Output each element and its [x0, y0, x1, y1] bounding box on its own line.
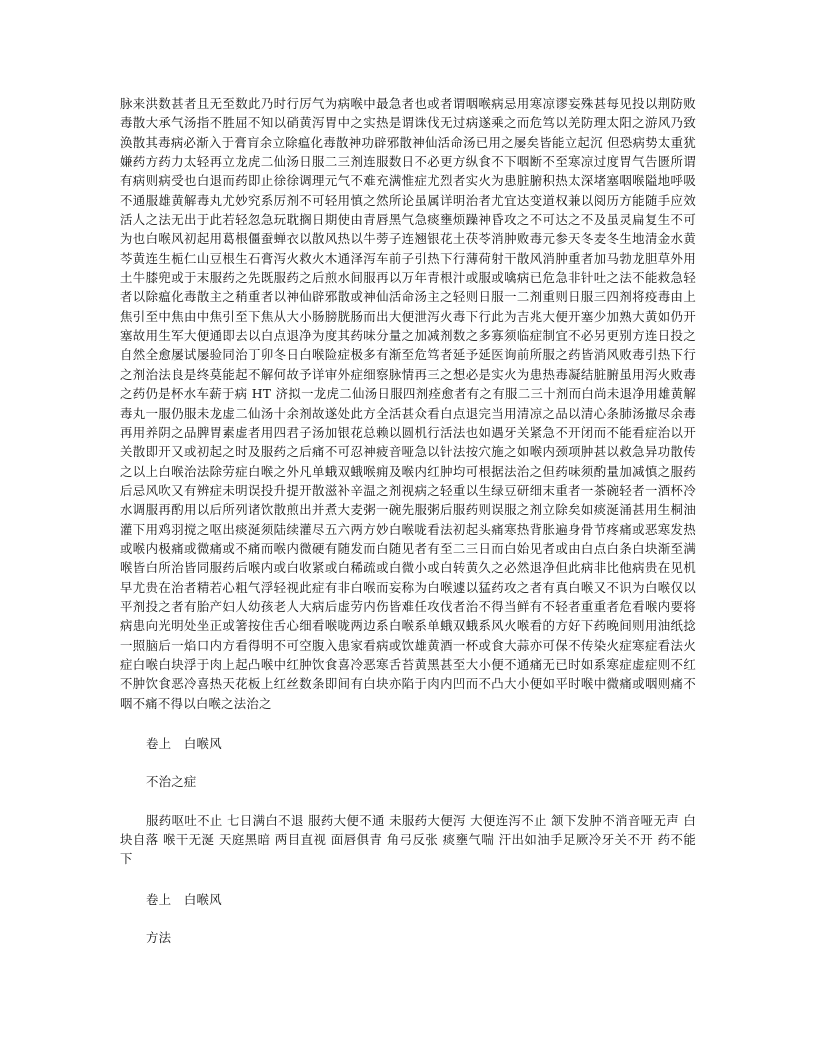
spacer [120, 792, 696, 811]
spacer [120, 713, 696, 734]
spacer [120, 869, 696, 890]
spacer [120, 753, 696, 772]
section-subheading-methods: 方法 [146, 930, 172, 946]
section-heading-volume: 卷上 白喉风 [146, 736, 222, 751]
section-heading-volume-2: 卷上 白喉风 [146, 891, 222, 907]
body-paragraph-incurable-signs: 服药呕吐不止 七日满白不退 服药大便不通 未服药大便泻 大便连泻不止 颔下发肿不消音哑无声 白块自落 喉干无涎 天庭黑暗 两目直视 面唇俱青 角弓反张 痰壅气喘 汗出如油手足厥冷牙关不开 药不能下 [120, 812, 696, 867]
body-paragraph-treatise: 脉来洪数甚者且无至数此乃时行厉气为病喉中最急者也或者谓咽喉病忌用寒凉谬妄殊甚每见投以荆防败毒散大承气汤指不胜屈不知以硝黄泻胃中之实热是谓诛伐无过病遂乘之而危笃以羌防理太阳之游风乃致涣散其毒病必渐入于膏肓余立除瘟化毒散神功辟邪散神仙活命汤已用之屡矣皆能立起沉 但恐病势太重犹嫌药方药力太轻再立龙虎二仙汤日服二三剂连服数日不必更方纵食不下咽断不至寒凉过度胃气告匮所谓有病则病受也白退而药即止徐徐调理元气不难充满惟症尤烈者实火为患脏腑积热太深堵塞咽喉隘地呼吸不通服雄黄解毒丸尤妙究系厉剂不可轻用慎之然所论虽属详明治者尤宜达变道权兼以阅历方能随手应效活人之法无出于此若轻忽急玩耽搁日期使由青唇黑气急痰壅烦躁神昏攻之不可达之不及虽灵扁复生不可为也白喉风初起用葛根僵蚕蝉衣以散风热以牛蒡子连翘银花土茯苓消肿败毒元参天冬麦冬生地清金水黄芩黄连生栀仁山豆根生石膏泻火救火木通泽泻车前子引热下行薄荷射干散风消肿重者加马勃龙胆草外用土牛膝兜或于末服药之先既服药之后煎水间服再以万年青根汁或服或噙病已危急非针吐之法不能救急轻者以除瘟化毒散主之稍重者以神仙辟邪散或神仙活命汤主之轻则日服一二剂重则日服三四剂将疫毒由上焦引至中焦由中焦引至下焦从大小肠膀胱肠而出大便泄泻火毒下行此为吉兆大便开塞少加熟大黄如仍开塞故用生军大便通即去以白点退净为度其药味分量之加减剂数之多寡须临症制宜不必另更别方连日投之自然全愈屡试屡验同治丁卯冬日白喉险症极多有渐至危笃者延予延医询前所服之药皆消风败毒引热下行之剂治法良是终莫能起不解何故予详审外症细察脉情再三之想必是实火为患热毒凝结脏腑虽用泻火败毒之药仍是杯水车薪于病 HT 济拟一龙虎二仙汤日服四剂痊愈者有之有服二三十剂而白尚未退净用雄黄解毒丸一服仍服未龙虚二仙汤十余剂故遂处此方全活甚众看白点退完当用清凉之品以清心条肺汤撤尽余毒再用养阴之品脾胃素虚者用四君子汤加银花总赖以圆机行活法也如遇牙关紧急不开闭而不能看症治以开关散即开又或初起之时及服药之后痛不可忍神疲音哑急以针法按穴施之如喉内颈项肿甚以救急异功散传之以上白喉治法除劳症白喉之外凡单蛾双蛾喉痈及喉内红肿均可根据法治之但药味须酌量加减慎之服药后忌风吹又有辨症未明误投升提开散滋补辛温之剂视病之轻重以生绿豆研细末重者一茶碗轻者一酒杯冷水调服再酌用以后所列诸饮散煎出并煮大麦粥一碗先服粥后服药则误服之剂立除矣如痰涎涌甚用生桐油灌下用鸡羽搅之呕出痰涎须陆续灌尽五六两方妙白喉咙看法初起头痛寒热背胀遍身骨节疼痛或恶寒发热或喉内极痛或微痛或不痛而喉内微硬有随发而白随见者有至二三日而白始见者或由白点白条白块渐至满喉皆白所治皆同服药后喉内或白收紧或白稀疏或白微小或白转黄久之必然退净但此病非比他病贵在见机早尤贵在治者精若心粗气浮轻视此症有非白喉而妄称为白喉遽以猛药攻之者有真白喉又不识为白喉仅以平剂投之者有胎产妇人幼孩老人大病后虚劳内伤皆难任攻伐者治不得当鲜有不轻者重重者危看喉内要将病患向光明处坐正或箸按住舌心细看喉咙两边系白喉系单蛾双蛾系风火喉看的方好下药晚间则用油纸捻一照脑后一焰口内方看得明不可空腹入患家看病或饮雄黄酒一杯或食大蒜亦可保不传染火症寒症看法火症白喉白块浮于肉上起凸喉中红肿饮食喜冷恶寒舌苔黄黑甚至大小便不通痛无已时如系寒症虚症则不红不肿饮食恶冷喜热天花板上红丝数条即间有白块亦陷于肉内凹而不凸大小便如平时喉中微痛或咽则痛不咽不痛不得以白喉之法治之 [120, 96, 696, 711]
document-page [120, 94, 696, 947]
section-subheading-incurable: 不治之症 [146, 774, 197, 790]
spacer [120, 909, 696, 928]
